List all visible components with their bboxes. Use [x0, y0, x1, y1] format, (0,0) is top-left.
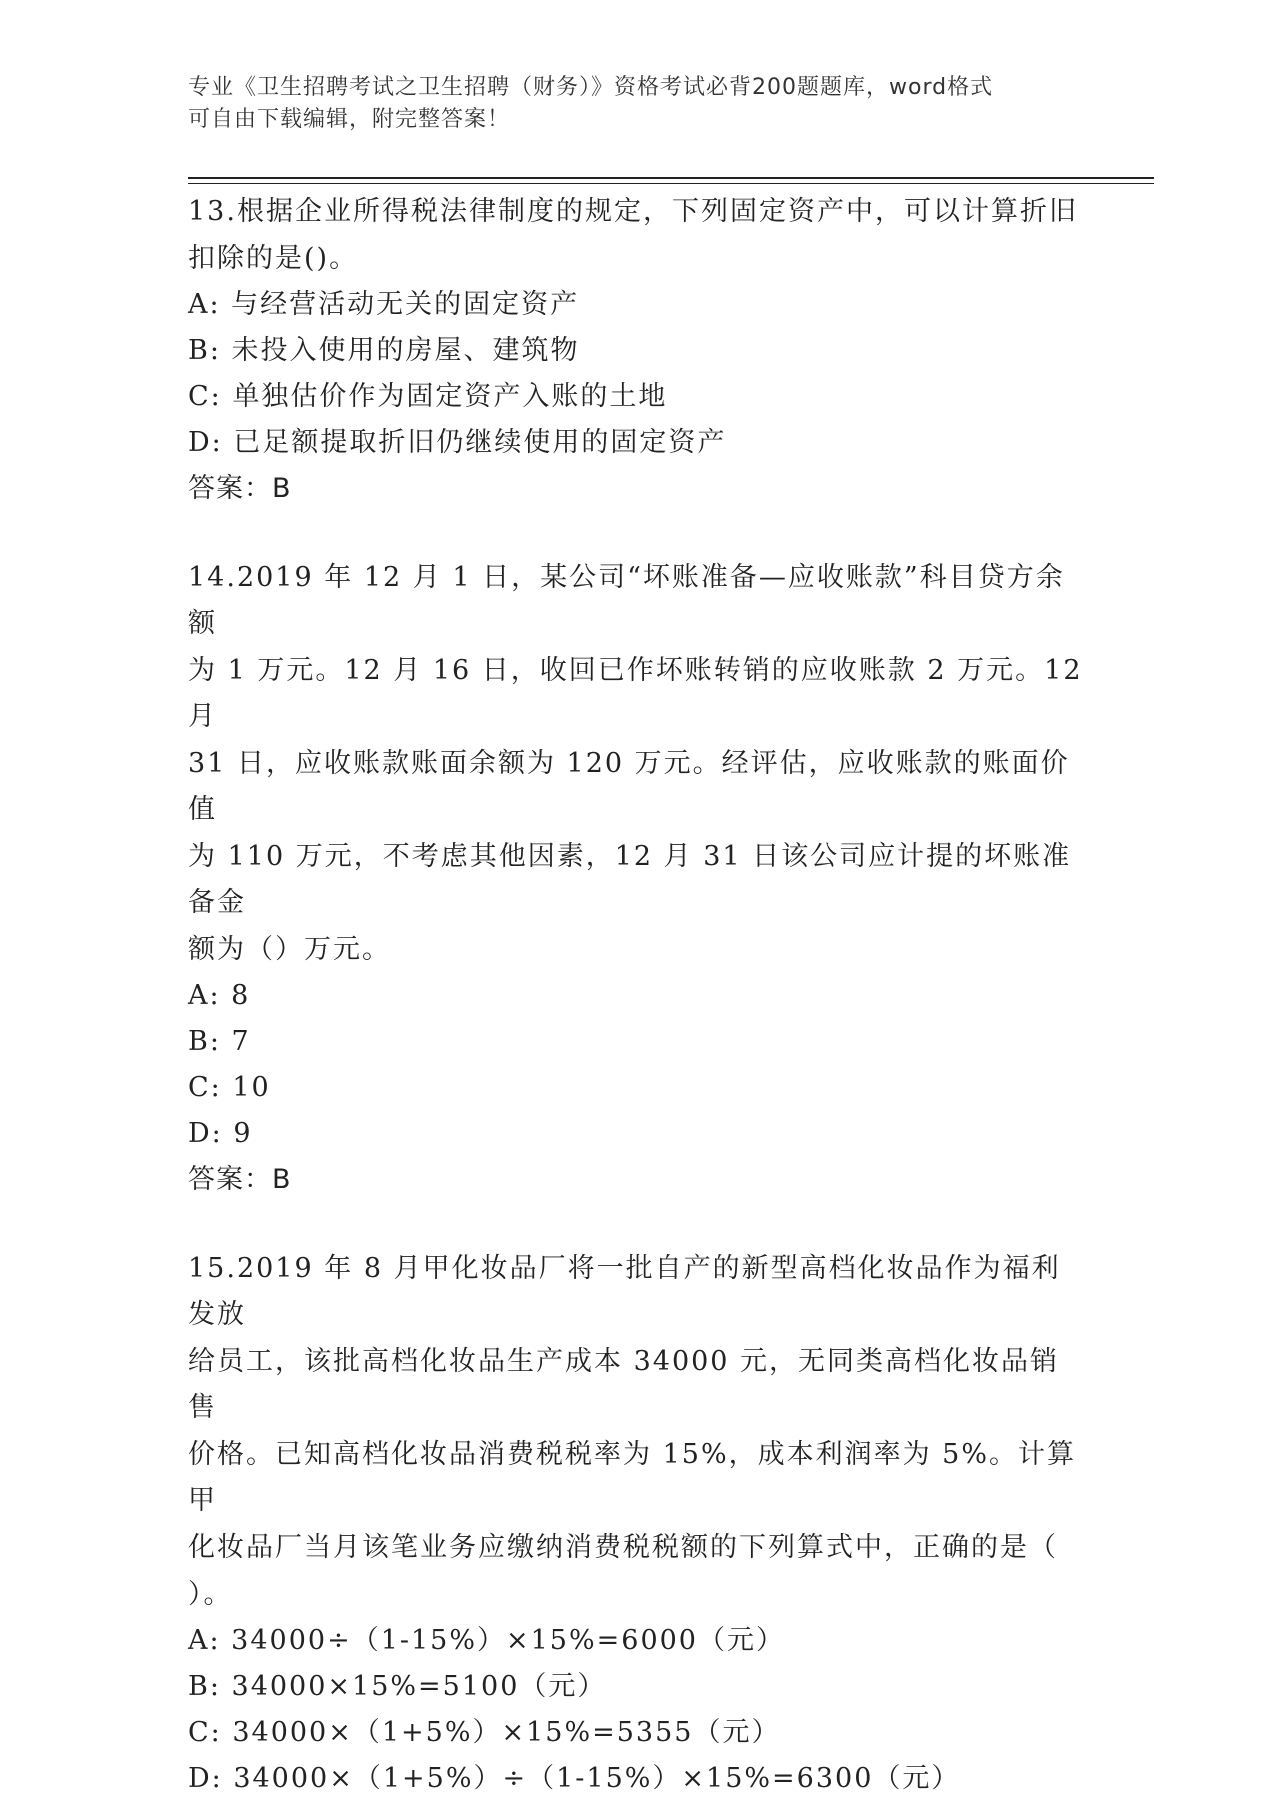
option-d: D: 9: [188, 1118, 253, 1149]
question-stem-line: 31 日，应收账款账面余额为 120 万元。经评估，应收账款的账面价值: [188, 748, 1070, 825]
option-d: D: 34000×（1+5%）÷（1-15%）×15%=6300（元）: [188, 1763, 961, 1794]
header-divider-thin: [188, 183, 1154, 184]
answer-label: 答案：B: [188, 473, 292, 504]
option-a: A: 34000÷（1-15%）×15%=6000（元）: [188, 1625, 785, 1656]
header-line-1: 专业《卫生招聘考试之卫生招聘（财务）》资格考试必背200题题库，word格式: [188, 75, 994, 100]
option-b: B: 7: [188, 1026, 251, 1057]
question-15: [188, 1245, 1088, 1802]
option-b: B: 34000×15%=5100（元）: [188, 1671, 607, 1702]
question-stem-line: ）。: [188, 1579, 233, 1610]
option-a: A: 8: [188, 980, 251, 1011]
option-c: C: 单独估价作为固定资产入账的土地: [188, 381, 668, 412]
header-divider-thick: [188, 177, 1154, 179]
question-14: [188, 554, 1088, 1203]
header-line-2: 可自由下载编辑，附完整答案！: [188, 107, 511, 132]
question-list: [188, 188, 1088, 1802]
document-header: [188, 72, 1068, 136]
question-stem-line: 15.2019 年 8 月甲化妆品厂将一批自产的新型高档化妆品作为福利发放: [188, 1253, 1061, 1330]
question-stem-line: 额为（）万元。: [188, 934, 391, 965]
question-13: [188, 188, 1088, 512]
question-stem-line: 化妆品厂当月该笔业务应缴纳消费税税额的下列算式中，正确的是（: [188, 1532, 1058, 1563]
question-stem-line: 为 110 万元，不考虑其他因素，12 月 31 日该公司应计提的坏账准备金: [188, 841, 1072, 918]
question-stem-line: 扣除的是()。: [188, 243, 359, 274]
option-b: B: 未投入使用的房屋、建筑物: [188, 335, 580, 366]
option-d: D: 已足额提取折旧仍继续使用的固定资产: [188, 427, 727, 458]
question-stem-line: 为 1 万元。12 月 16 日，收回已作坏账转销的应收账款 2 万元。12 月: [188, 655, 1083, 732]
question-stem-line: 13.根据企业所得税法律制度的规定，下列固定资产中，可以计算折旧: [188, 196, 1078, 227]
question-spacer: [188, 1203, 1088, 1245]
option-c: C: 10: [188, 1072, 271, 1103]
question-stem-line: 14.2019 年 12 月 1 日，某公司“坏账准备—应收账款”科目贷方余额: [188, 562, 1065, 639]
option-c: C: 34000×（1+5%）×15%=5355（元）: [188, 1717, 781, 1748]
question-spacer: [188, 512, 1088, 554]
question-stem-line: 价格。已知高档化妆品消费税税率为 15%，成本利润率为 5%。计算甲: [188, 1439, 1077, 1516]
option-a: A: 与经营活动无关的固定资产: [188, 289, 580, 320]
question-stem-line: 给员工，该批高档化妆品生产成本 34000 元，无同类高档化妆品销售: [188, 1346, 1060, 1423]
answer-label: 答案：B: [188, 1164, 292, 1195]
